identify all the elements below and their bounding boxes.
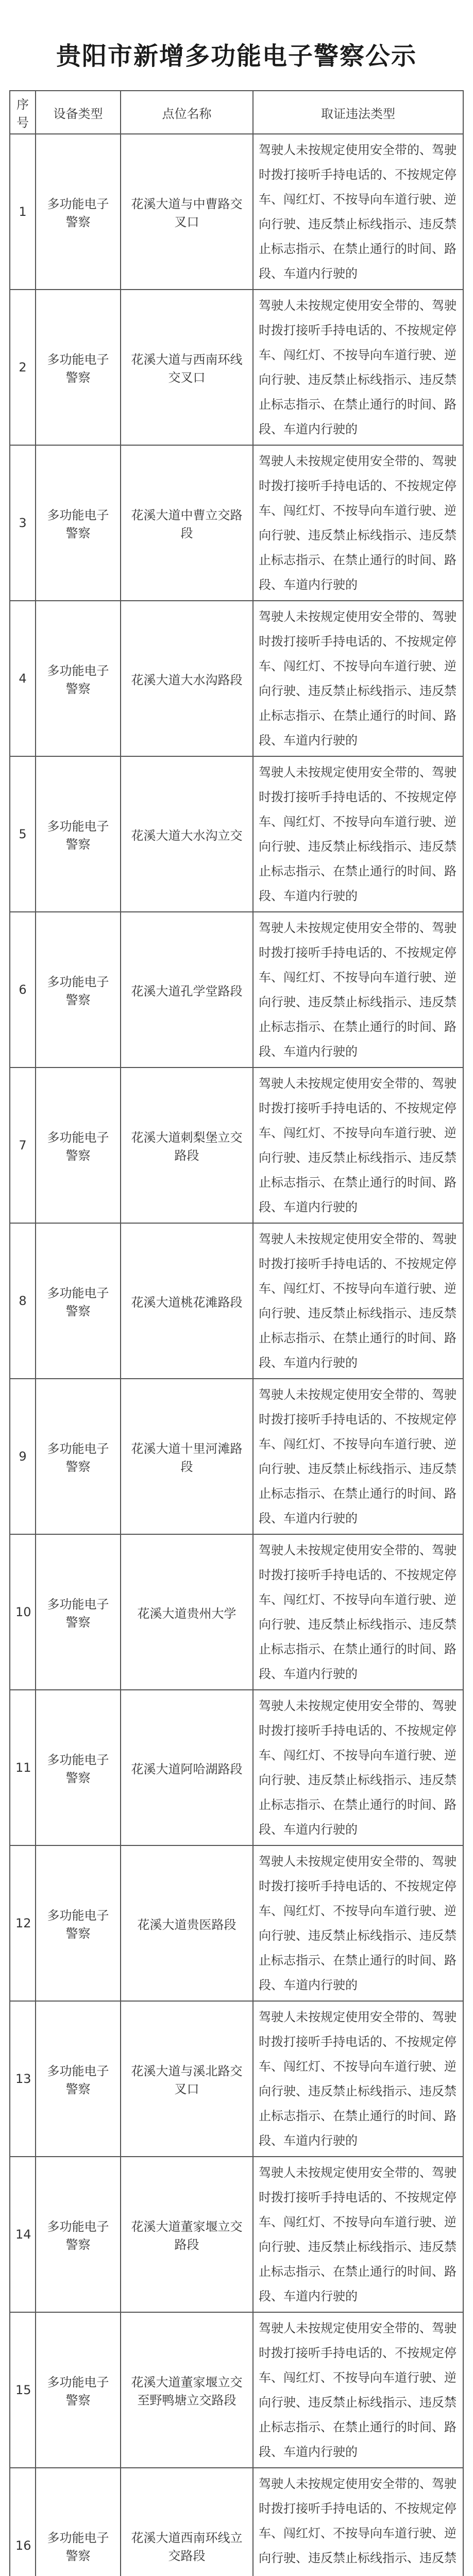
table-row: [10, 2001, 463, 2157]
location-name: 花溪大道贵医路段: [121, 1845, 253, 2001]
violation-types: 驾驶人未按规定使用安全带的、驾驶时拨打接听手持电话的、不按规定停车、闯红灯、不按导向车道行驶、逆向行驶、违反禁止标线指示、违反禁止标志指示、在禁止通行的时间、路段、车道内行驶的: [253, 1223, 463, 1379]
device-type: 多功能电子警察: [36, 2312, 121, 2468]
table-row: [10, 2468, 463, 2576]
device-type: 多功能电子警察: [36, 445, 121, 601]
location-name: 花溪大道桃花滩路段: [121, 1223, 253, 1379]
row-number: 9: [10, 1379, 36, 1534]
header-type: 设备类型: [36, 91, 121, 134]
row-number: 11: [10, 1690, 36, 1845]
device-type: 多功能电子警察: [36, 1690, 121, 1845]
violation-types: 驾驶人未按规定使用安全带的、驾驶时拨打接听手持电话的、不按规定停车、闯红灯、不按导向车道行驶、逆向行驶、违反禁止标线指示、违反禁止标志指示、在禁止通行的时间、路段、车道内行驶的: [253, 1067, 463, 1223]
row-number: 8: [10, 1223, 36, 1379]
row-number: 1: [10, 134, 36, 290]
location-name: 花溪大道与溪北路交叉口: [121, 2001, 253, 2157]
violation-types: 驾驶人未按规定使用安全带的、驾驶时拨打接听手持电话的、不按规定停车、闯红灯、不按导向车道行驶、逆向行驶、违反禁止标线指示、违反禁止标志指示、在禁止通行的时间、路段、车道内行驶的: [253, 1690, 463, 1845]
device-type: 多功能电子警察: [36, 134, 121, 290]
location-name: 花溪大道阿哈湖路段: [121, 1690, 253, 1845]
device-type: 多功能电子警察: [36, 2001, 121, 2157]
row-number: 7: [10, 1067, 36, 1223]
device-type: 多功能电子警察: [36, 1067, 121, 1223]
table-row: [10, 756, 463, 912]
header-no: 序号: [10, 91, 36, 134]
row-number: 3: [10, 445, 36, 601]
location-name: 花溪大道刺梨堡立交路段: [121, 1067, 253, 1223]
header-violation: 取证违法类型: [253, 91, 463, 134]
device-type: 多功能电子警察: [36, 756, 121, 912]
row-number: 12: [10, 1845, 36, 2001]
device-type: 多功能电子警察: [36, 290, 121, 445]
table-row: [10, 290, 463, 445]
row-number: 14: [10, 2157, 36, 2312]
violation-types: 驾驶人未按规定使用安全带的、驾驶时拨打接听手持电话的、不按规定停车、闯红灯、不按导向车道行驶、逆向行驶、违反禁止标线指示、违反禁: [253, 2468, 463, 2576]
table-row: [10, 1845, 463, 2001]
location-name: 花溪大道董家堰立交路段: [121, 2157, 253, 2312]
device-type: 多功能电子警察: [36, 601, 121, 756]
violation-types: 驾驶人未按规定使用安全带的、驾驶时拨打接听手持电话的、不按规定停车、闯红灯、不按导向车道行驶、逆向行驶、违反禁止标线指示、违反禁止标志指示、在禁止通行的时间、路段、车道内行驶的: [253, 2312, 463, 2468]
table-row: [10, 1379, 463, 1534]
location-name: 花溪大道中曹立交路段: [121, 445, 253, 601]
table-row: [10, 445, 463, 601]
device-type: 多功能电子警察: [36, 1534, 121, 1690]
location-name: 花溪大道西南环线立交路段: [121, 2468, 253, 2576]
table-row: [10, 601, 463, 756]
device-type: 多功能电子警察: [36, 2157, 121, 2312]
location-name: 花溪大道大水沟路段: [121, 601, 253, 756]
row-number: 6: [10, 912, 36, 1067]
violation-types: 驾驶人未按规定使用安全带的、驾驶时拨打接听手持电话的、不按规定停车、闯红灯、不按导向车道行驶、逆向行驶、违反禁止标线指示、违反禁止标志指示、在禁止通行的时间、路段、车道内行驶的: [253, 601, 463, 756]
violation-types: 驾驶人未按规定使用安全带的、驾驶时拨打接听手持电话的、不按规定停车、闯红灯、不按导向车道行驶、逆向行驶、违反禁止标线指示、违反禁止标志指示、在禁止通行的时间、路段、车道内行驶的: [253, 134, 463, 290]
location-name: 花溪大道与中曹路交叉口: [121, 134, 253, 290]
table-row: [10, 912, 463, 1067]
header-location: 点位名称: [121, 91, 253, 134]
violation-types: 驾驶人未按规定使用安全带的、驾驶时拨打接听手持电话的、不按规定停车、闯红灯、不按导向车道行驶、逆向行驶、违反禁止标线指示、违反禁止标志指示、在禁止通行的时间、路段、车道内行驶的: [253, 912, 463, 1067]
table-row: [10, 1534, 463, 1690]
violation-types: 驾驶人未按规定使用安全带的、驾驶时拨打接听手持电话的、不按规定停车、闯红灯、不按导向车道行驶、逆向行驶、违反禁止标线指示、违反禁止标志指示、在禁止通行的时间、路段、车道内行驶的: [253, 1845, 463, 2001]
violation-types: 驾驶人未按规定使用安全带的、驾驶时拨打接听手持电话的、不按规定停车、闯红灯、不按导向车道行驶、逆向行驶、违反禁止标线指示、违反禁止标志指示、在禁止通行的时间、路段、车道内行驶的: [253, 756, 463, 912]
violation-types: 驾驶人未按规定使用安全带的、驾驶时拨打接听手持电话的、不按规定停车、闯红灯、不按导向车道行驶、逆向行驶、违反禁止标线指示、违反禁止标志指示、在禁止通行的时间、路段、车道内行驶的: [253, 2157, 463, 2312]
row-number: 4: [10, 601, 36, 756]
violation-types: 驾驶人未按规定使用安全带的、驾驶时拨打接听手持电话的、不按规定停车、闯红灯、不按导向车道行驶、逆向行驶、违反禁止标线指示、违反禁止标志指示、在禁止通行的时间、路段、车道内行驶的: [253, 1534, 463, 1690]
violation-types: 驾驶人未按规定使用安全带的、驾驶时拨打接听手持电话的、不按规定停车、闯红灯、不按导向车道行驶、逆向行驶、违反禁止标线指示、违反禁止标志指示、在禁止通行的时间、路段、车道内行驶的: [253, 1379, 463, 1534]
row-number: 15: [10, 2312, 36, 2468]
row-number: 13: [10, 2001, 36, 2157]
camera-table: [9, 90, 464, 2576]
device-type: 多功能电子警察: [36, 1379, 121, 1534]
location-name: 花溪大道大水沟立交: [121, 756, 253, 912]
device-type: 多功能电子警察: [36, 912, 121, 1067]
table-row: [10, 134, 463, 290]
violation-types: 驾驶人未按规定使用安全带的、驾驶时拨打接听手持电话的、不按规定停车、闯红灯、不按导向车道行驶、逆向行驶、违反禁止标线指示、违反禁止标志指示、在禁止通行的时间、路段、车道内行驶的: [253, 2001, 463, 2157]
table-row: [10, 2157, 463, 2312]
row-number: 5: [10, 756, 36, 912]
row-number: 2: [10, 290, 36, 445]
location-name: 花溪大道十里河滩路段: [121, 1379, 253, 1534]
device-type: 多功能电子警察: [36, 2468, 121, 2576]
table-row: [10, 2312, 463, 2468]
row-number: 16: [10, 2468, 36, 2576]
table-body: [10, 134, 463, 2576]
device-type: 多功能电子警察: [36, 1845, 121, 2001]
row-number: 10: [10, 1534, 36, 1690]
device-type: 多功能电子警察: [36, 1223, 121, 1379]
table-row: [10, 1223, 463, 1379]
location-name: 花溪大道孔学堂路段: [121, 912, 253, 1067]
table-row: [10, 1690, 463, 1845]
table-header-row: [10, 91, 463, 134]
page-title: 贵阳市新增多功能电子警察公示: [56, 42, 417, 71]
violation-types: 驾驶人未按规定使用安全带的、驾驶时拨打接听手持电话的、不按规定停车、闯红灯、不按导向车道行驶、逆向行驶、违反禁止标线指示、违反禁止标志指示、在禁止通行的时间、路段、车道内行驶的: [253, 445, 463, 601]
location-name: 花溪大道与西南环线交叉口: [121, 290, 253, 445]
table-row: [10, 1067, 463, 1223]
violation-types: 驾驶人未按规定使用安全带的、驾驶时拨打接听手持电话的、不按规定停车、闯红灯、不按导向车道行驶、逆向行驶、违反禁止标线指示、违反禁止标志指示、在禁止通行的时间、路段、车道内行驶的: [253, 290, 463, 445]
location-name: 花溪大道董家堰立交至野鸭塘立交路段: [121, 2312, 253, 2468]
location-name: 花溪大道贵州大学: [121, 1534, 253, 1690]
